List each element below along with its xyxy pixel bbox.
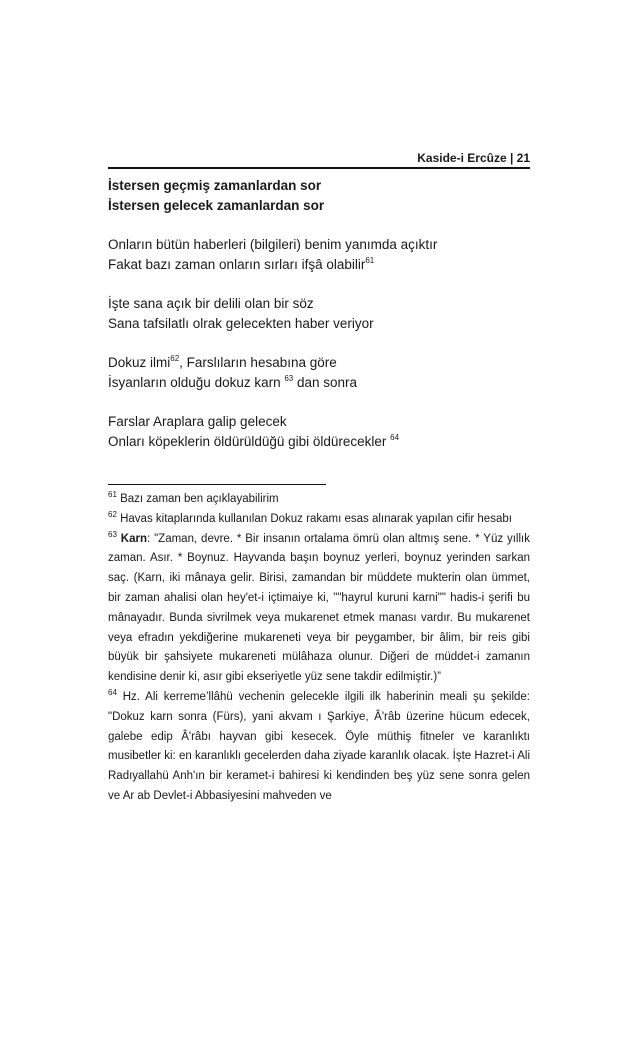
footnote-number: 64: [108, 687, 117, 697]
running-header: Kaside-i Ercûze | 21: [417, 151, 530, 165]
footnote-rule: [108, 484, 326, 485]
verse-line: Dokuz ilmi$^{62}$, Farslıların hesabına göre: [108, 354, 337, 370]
footnote-ref[interactable]: 63: [284, 374, 294, 383]
footnote-term: Karn: [120, 532, 147, 545]
footnote-ref[interactable]: 62: [170, 354, 180, 363]
verse-line: İstersen geçmiş zamanlardan sor: [108, 178, 322, 193]
footnote-ref[interactable]: 64: [390, 433, 400, 442]
footnote-ref[interactable]: 61: [365, 256, 375, 265]
verse-line: İsyanların olduğu dokuz karn $^{63}$ dan sonra: [108, 374, 358, 390]
stanza-3: [108, 294, 530, 334]
footnote-61: $^{61}$ Bazı zaman ben açıklayabilirim: [108, 490, 279, 505]
header-rule: [108, 167, 530, 169]
footnotes: [108, 490, 530, 807]
stanza-2: [108, 235, 530, 275]
stanza-5: [108, 412, 530, 452]
verses: [108, 176, 530, 471]
verse-line: Fakat bazı zaman onların sırları ifşâ olabilir$^{61}$: [108, 256, 375, 272]
footnote-62: $^{62}$ Havas kitaplarında kullanılan Dokuz rakamı esas alınarak yapılan cifir hesabı: [108, 509, 512, 525]
verse-line: Onları köpeklerin öldürüldüğü gibi öldürecekler $^{64}$: [108, 433, 400, 449]
stanza-4: [108, 353, 530, 393]
stanza-1: [108, 176, 530, 216]
footnote-64: $^{64}$ Hz. Ali kerreme’llâhü vechenin gelecekle ilgili ilk haberinin meali şu şekilde: "Dokuz karn sonra (Fürs), yani akvam ı Şarkiye, Â'râb üzerine hücum edecek, galebe edip Â'râbı hayvan gibi kesecek. Öyle müthiş fitneler ve karanlıktı musibetler ki: en karanlıklı gecelerden daha ziyade karanlık olacak. İşte Hazret-i Ali Radıyallahü Anh'ın bir keramet-i bahiresi ki kendinden beş yüz sene sonra gelen ve Ar ab Devlet-i Abbasiyesini mahveden ve: [108, 687, 530, 802]
footnote-number: 61: [108, 490, 117, 499]
verse-line: Farslar Araplara galip gelecek: [108, 414, 287, 429]
verse-line: Onların bütün haberleri (bilgileri) benim yanımda açıktır: [108, 237, 438, 252]
footnote-number: 62: [108, 509, 117, 519]
verse-line: Sana tafsilatlı olrak gelecekten haber veriyor: [108, 316, 374, 331]
footnote-number: 63: [108, 529, 117, 539]
footnote-63: $^{63}$ Karn: "Zaman, devre. * Bir insanın ortalama ömrü olan altmış sene. * Yüz yıllık zaman. Asır. * Boynuz. Hayvanda başın boynuz yerleri, boynuz yerinden sarkan saç. (Karn, iki mânaya gelir. Birisi, zamandan bir müddete mukterin olan ümmet, bir zaman ahalisi olan hey'et-i içtimaiye ki, ""hayrul kuruni karni"" hadis-i şerifi bu mânayadır. Bunda sivrilmek veya mukarenet etmek manası vardır. Bu mukarenet veya efradın yekdiğerine mukareneti veya bir peygamber, bir âlim, bir reis gibi büyük bir şahsiyete mukareneti mülâhaza olunur. Diğeri de müddet-i zamanın kendisine denir ki, asır gibi ekseriyetle yüz sene takdir edilmiştir.)”: [108, 529, 530, 684]
verse-line: İstersen gelecek zamanlardan sor: [108, 198, 325, 213]
verse-line: İşte sana açık bir delili olan bir söz: [108, 296, 314, 311]
